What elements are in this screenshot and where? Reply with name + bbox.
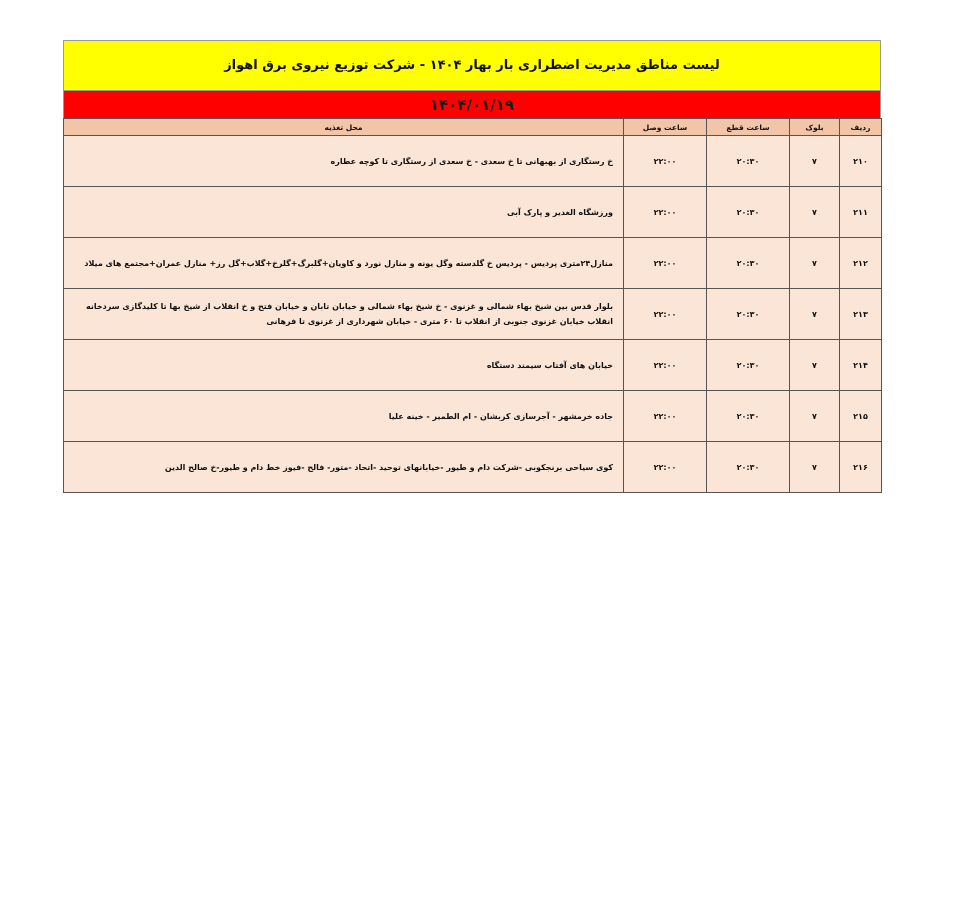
row-connect-time: ۲۲:۰۰ (624, 289, 707, 340)
table-row (64, 238, 882, 289)
column-header-cut-time: ساعت قطع (707, 119, 790, 136)
table-row (64, 136, 882, 187)
row-connect-time: ۲۲:۰۰ (624, 442, 707, 493)
sheet-title: لیست مناطق مدیریت اضطراری بار بهار ۱۴۰۴ - شرکت توزیع نیروی برق اهواز (63, 40, 881, 91)
row-radif: ۲۱۶ (840, 442, 882, 493)
row-block: ۷ (790, 136, 840, 187)
column-header-radif: ردیف (840, 119, 882, 136)
row-cut-time: ۲۰:۳۰ (707, 238, 790, 289)
row-block: ۷ (790, 289, 840, 340)
row-location: خ رستگاری از بهبهانی تا خ سعدی - خ سعدی از رستگاری تا کوچه عطاره (64, 136, 624, 187)
row-location: ورزشگاه الغدیر و پارک آبی (64, 187, 624, 238)
table-row (64, 391, 882, 442)
row-location: منازل۲۴متری پردیس - پردیس خ گلدسته وگل یونه و منازل نورد و کاویان+گلبرگ+گلرخ+گلاب+گل رز+ منازل عمران+مجتمع های میلاد (64, 238, 624, 289)
row-location: کوی سیاحی برنجکوبی -شرکت دام و طیور -خیابانهای توحید -اتحاد -متور- فالح -فیوز خط دام و طیور-خ صالح الدین (64, 442, 624, 493)
row-cut-time: ۲۰:۳۰ (707, 136, 790, 187)
row-radif: ۲۱۰ (840, 136, 882, 187)
row-block: ۷ (790, 442, 840, 493)
row-radif: ۲۱۱ (840, 187, 882, 238)
row-block: ۷ (790, 238, 840, 289)
row-cut-time: ۲۰:۳۰ (707, 442, 790, 493)
row-radif: ۲۱۴ (840, 340, 882, 391)
table-row (64, 289, 882, 340)
row-connect-time: ۲۲:۰۰ (624, 391, 707, 442)
table-row (64, 340, 882, 391)
table-header-row (64, 119, 882, 136)
column-header-block: بلوک (790, 119, 840, 136)
column-header-location: محل تغذیه (64, 119, 624, 136)
outage-schedule-sheet (63, 40, 881, 493)
row-connect-time: ۲۲:۰۰ (624, 340, 707, 391)
table-row (64, 442, 882, 493)
row-cut-time: ۲۰:۳۰ (707, 289, 790, 340)
row-connect-time: ۲۲:۰۰ (624, 238, 707, 289)
row-radif: ۲۱۲ (840, 238, 882, 289)
row-block: ۷ (790, 391, 840, 442)
row-location: جاده خرمشهر - آجرسازی کربشان - ام الطمیر - خینه علیا (64, 391, 624, 442)
row-cut-time: ۲۰:۳۰ (707, 187, 790, 238)
outage-table (63, 118, 882, 493)
row-connect-time: ۲۲:۰۰ (624, 187, 707, 238)
row-radif: ۲۱۳ (840, 289, 882, 340)
row-cut-time: ۲۰:۳۰ (707, 340, 790, 391)
row-block: ۷ (790, 340, 840, 391)
row-location: خیابان های آفتاب سیمند دستگاه (64, 340, 624, 391)
row-connect-time: ۲۲:۰۰ (624, 136, 707, 187)
row-location: بلوار قدس بین شیخ بهاء شمالی و غزنوی - خ شیخ بهاء شمالی و خیابان تابان و خیابان فتح و خ انقلاب از شیخ بها تا کلیدگازی سردخانه انقلاب خیابان غزنوی جنوبی از انقلاب تا ۶۰ متری - خیابان شهرداری از غزنوی تا فرهانی (64, 289, 624, 340)
column-header-connect-time: ساعت وصل (624, 119, 707, 136)
row-block: ۷ (790, 187, 840, 238)
table-row (64, 187, 882, 238)
schedule-date: ۱۴۰۴/۰۱/۱۹ (63, 91, 881, 118)
row-radif: ۲۱۵ (840, 391, 882, 442)
row-cut-time: ۲۰:۳۰ (707, 391, 790, 442)
